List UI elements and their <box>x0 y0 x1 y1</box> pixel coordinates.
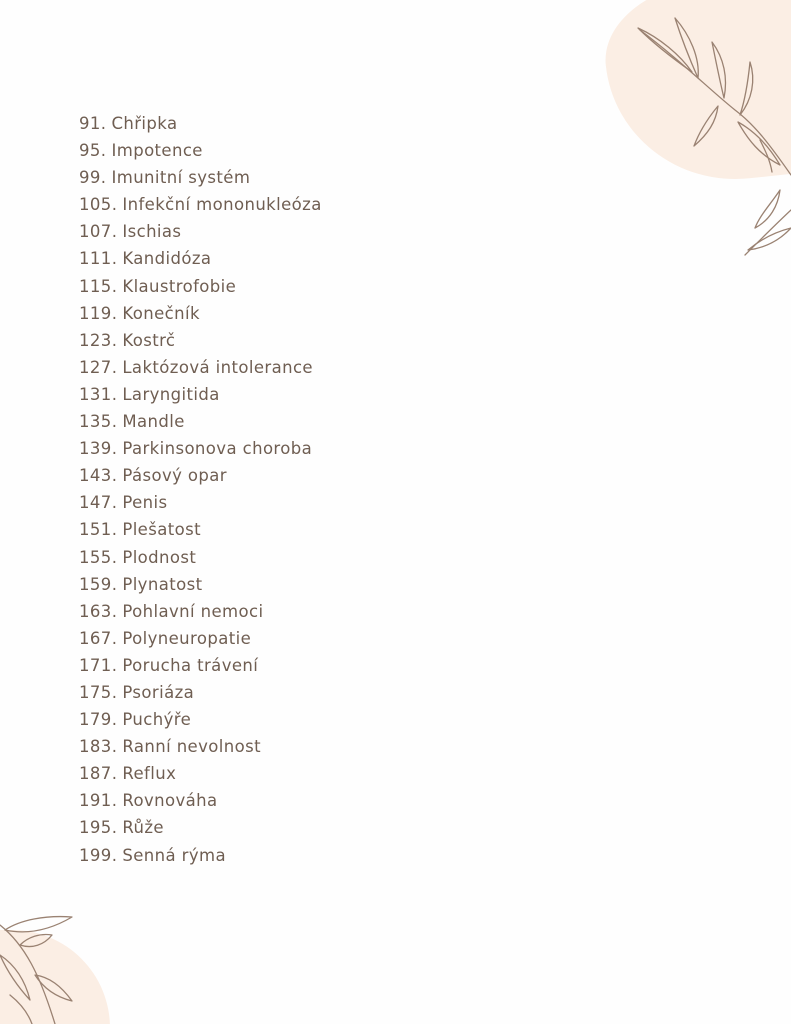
toc-entry-number: 143. <box>79 466 118 486</box>
toc-entry-title: Plešatost <box>122 520 201 540</box>
toc-entry-title: Impotence <box>111 141 203 161</box>
toc-entry-number: 147. <box>79 493 118 513</box>
toc-entry-number: 127. <box>79 357 118 377</box>
toc-entry-number: 95. <box>79 141 107 161</box>
toc-entry-title: Plodnost <box>122 547 197 567</box>
toc-entry-number: 163. <box>79 601 118 621</box>
toc-entry <box>79 625 322 652</box>
toc-entry <box>79 164 322 191</box>
toc-entry-number: 123. <box>79 330 118 350</box>
toc-entry-title: Rovnováha <box>122 791 218 811</box>
toc-entry-number: 105. <box>79 195 118 215</box>
toc-entry <box>79 706 322 733</box>
toc-entry-number: 151. <box>79 520 118 540</box>
toc-entry-title: Polyneuropatie <box>122 628 252 648</box>
toc-entry <box>79 760 322 787</box>
toc-entry-title: Imunitní systém <box>111 168 251 188</box>
toc-entry <box>79 652 322 679</box>
toc-entry <box>79 842 322 869</box>
toc-entry-number: 99. <box>79 168 107 188</box>
toc-entry-number: 191. <box>79 791 118 811</box>
toc-entry-number: 183. <box>79 737 118 757</box>
toc-entry <box>79 191 322 218</box>
toc-entry-number: 155. <box>79 547 118 567</box>
toc-entry-title: Plynatost <box>122 574 203 594</box>
toc-entry <box>79 544 322 571</box>
toc-entry <box>79 571 322 598</box>
toc-entry <box>79 273 322 300</box>
toc-entry-title: Konečník <box>122 303 200 323</box>
toc-entry-title: Puchýře <box>122 710 192 730</box>
toc-entry-number: 199. <box>79 845 118 865</box>
leaf-branch-icon <box>620 0 791 270</box>
toc-entry <box>79 408 322 435</box>
toc-entry-title: Laryngitida <box>122 384 220 404</box>
toc-entry-number: 195. <box>79 818 118 838</box>
toc-entry-number: 139. <box>79 439 118 459</box>
toc-entry-title: Klaustrofobie <box>122 276 237 296</box>
toc-entry <box>79 110 322 137</box>
toc-entry <box>79 327 322 354</box>
toc-entry-number: 135. <box>79 412 118 432</box>
toc-entry-number: 175. <box>79 682 118 702</box>
toc-entry-number: 119. <box>79 303 118 323</box>
toc-entry-title: Penis <box>122 493 168 513</box>
toc-entry <box>79 598 322 625</box>
toc-entry <box>79 137 322 164</box>
toc-entry-number: 167. <box>79 628 118 648</box>
toc-entry-number: 115. <box>79 276 118 296</box>
toc-entry <box>79 733 322 760</box>
toc-entry-number: 187. <box>79 764 118 784</box>
toc-entry <box>79 489 322 516</box>
toc-entry <box>79 435 322 462</box>
toc-entry <box>79 462 322 489</box>
toc-entry <box>79 245 322 272</box>
toc-entry <box>79 679 322 706</box>
leaf-branch-icon <box>0 905 110 1024</box>
toc-entry-title: Mandle <box>122 412 185 432</box>
toc-entry <box>79 516 322 543</box>
toc-entry-number: 131. <box>79 384 118 404</box>
toc-entry-number: 171. <box>79 655 118 675</box>
table-of-contents <box>79 110 322 869</box>
toc-entry <box>79 381 322 408</box>
toc-entry-title: Parkinsonova choroba <box>122 439 313 459</box>
toc-entry-number: 91. <box>79 114 107 133</box>
toc-entry-number: 159. <box>79 574 118 594</box>
toc-entry-number: 179. <box>79 710 118 730</box>
toc-entry-title: Laktózová intolerance <box>122 357 313 377</box>
toc-entry-title: Senná rýma <box>122 845 226 865</box>
toc-entry-title: Ranní nevolnost <box>122 737 261 757</box>
toc-entry-title: Reflux <box>122 764 177 784</box>
toc-entry-title: Ischias <box>122 222 182 242</box>
toc-entry-title: Kandidóza <box>122 249 212 269</box>
toc-entry <box>79 218 322 245</box>
toc-entry-number: 111. <box>79 249 118 269</box>
toc-entry <box>79 814 322 841</box>
toc-entry-title: Porucha trávení <box>122 655 259 675</box>
toc-entry-title: Růže <box>122 818 164 838</box>
toc-entry <box>79 787 322 814</box>
toc-entry-title: Kostrč <box>122 330 176 350</box>
toc-entry-title: Pásový opar <box>122 466 227 486</box>
toc-entry-title: Chřipka <box>111 114 178 133</box>
toc-entry-title: Infekční mononukleóza <box>122 195 322 215</box>
toc-entry-title: Pohlavní nemoci <box>122 601 264 621</box>
toc-entry <box>79 300 322 327</box>
toc-entry-number: 107. <box>79 222 118 242</box>
toc-entry-title: Psoriáza <box>122 682 195 702</box>
toc-entry <box>79 354 322 381</box>
